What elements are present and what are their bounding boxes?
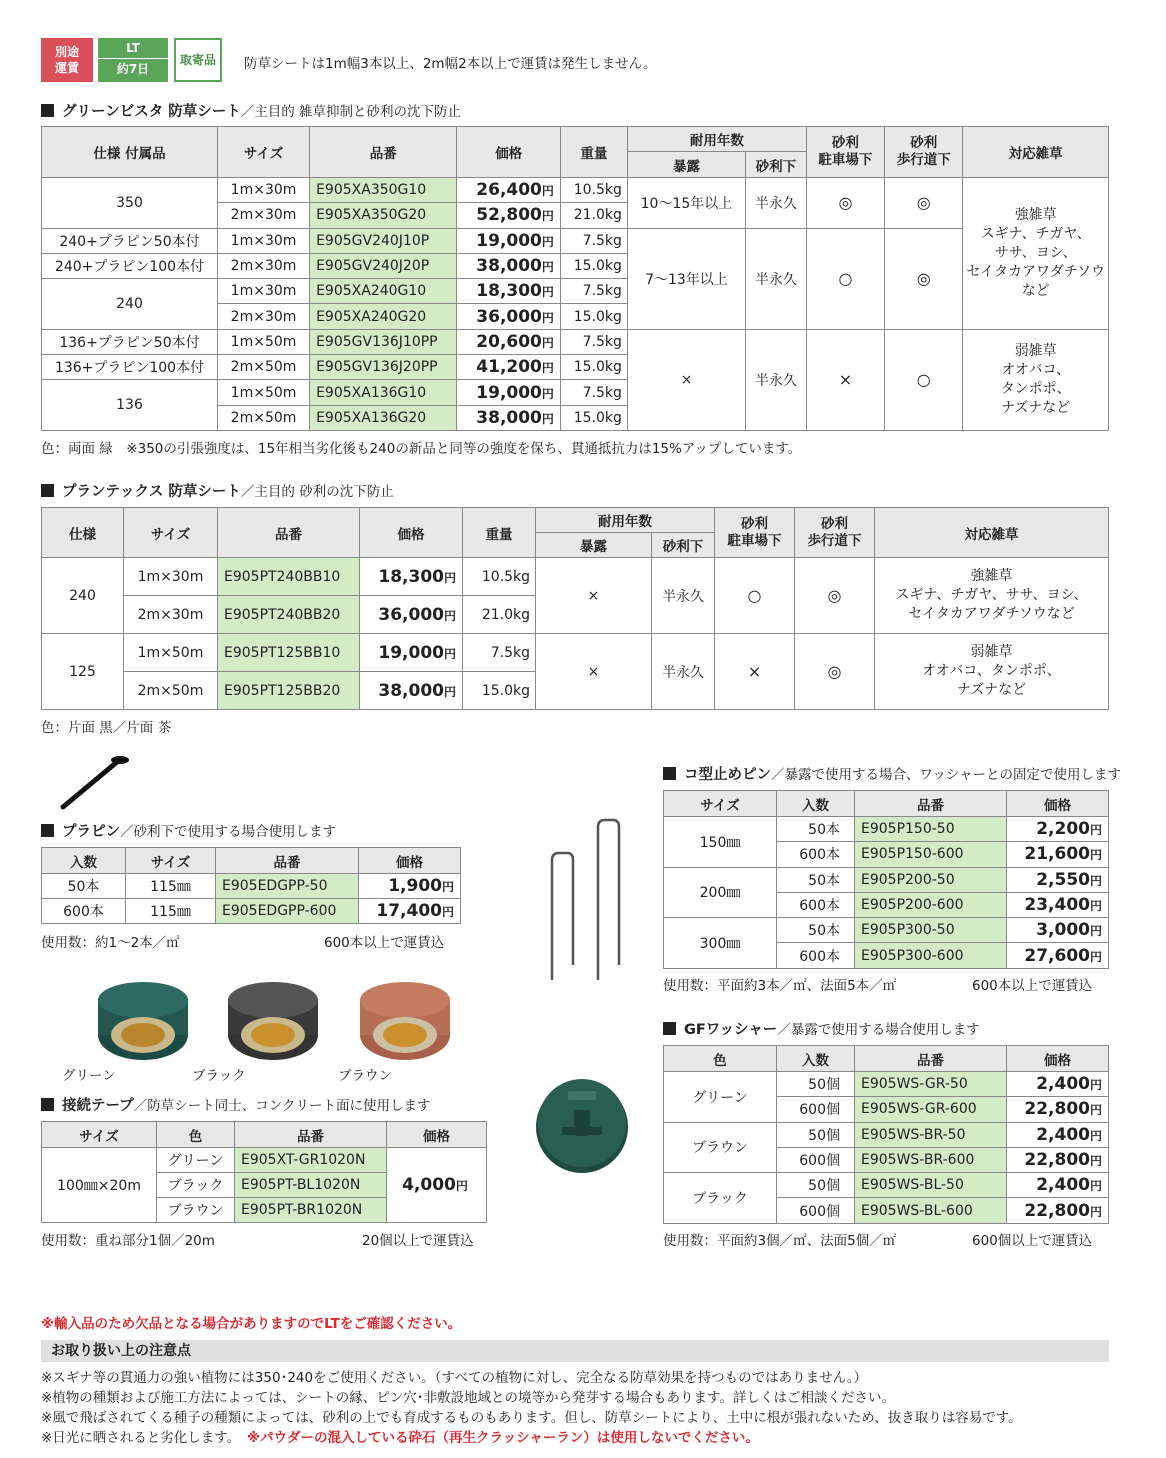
tape-black-illustration — [218, 980, 328, 1065]
price-cell: 22,800円 — [1007, 1198, 1109, 1223]
size-cell: 1m×30m — [218, 228, 310, 253]
code-cell: E905WS-GR-600 — [855, 1097, 1007, 1122]
header-gravel-walkway: 砂利 歩行道下 — [885, 127, 963, 178]
gravel-walkway-cell: ◎ — [795, 558, 875, 634]
color-cell: ブラウン — [157, 1198, 235, 1223]
size-cell: 115㎜ — [126, 874, 216, 899]
code-cell: E905XA240G10 — [310, 279, 457, 304]
table-row — [664, 1173, 1109, 1198]
qty-cell: 50本 — [777, 817, 855, 842]
exposed-cell: 10～15年以上 — [627, 178, 745, 229]
tape-note-usage: 使用数：重ね部分1個／20m — [41, 1233, 215, 1249]
code-cell: E905PT-BR1020N — [235, 1198, 387, 1223]
table-row — [42, 558, 1109, 596]
header-2: 品番 — [216, 848, 359, 874]
header-1: 色 — [157, 1122, 235, 1148]
price-cell: 36,000円 — [360, 596, 463, 634]
header-exposed: 暴露 — [627, 152, 745, 178]
spec-cell: 136+プラピン100本付 — [42, 355, 218, 380]
weeds-cell: 強雑草 スギナ、チガヤ、ササ、ヨシ、 セイタカアワダチソウなど — [875, 558, 1109, 634]
price-cell: 19,000円 — [457, 228, 560, 253]
size-cell: 1m×30m — [218, 178, 310, 203]
qty-cell: 600本 — [777, 892, 855, 917]
size-cell: 2m×30m — [124, 596, 218, 634]
spec-cell: 240+プラピン100本付 — [42, 253, 218, 278]
size-cell: 1m×30m — [218, 279, 310, 304]
gravel-parking-cell: × — [806, 329, 884, 430]
plantex-note: 色：片面 黒／片面 茶 — [41, 720, 172, 736]
size-cell: 2m×50m — [124, 672, 218, 710]
staple-note-usage: 使用数：平面約3本／㎡、法面5本／㎡ — [663, 978, 897, 994]
qty-cell: 600本 — [42, 899, 126, 924]
code-cell: E905PT240BB10 — [218, 558, 360, 596]
green-vista-note: 色：両面 緑 ※350の引張強度は、15年相当劣化後も240の新品と同等の強度を保ち、貫通抵抗力は15%アップしています。 — [41, 441, 802, 457]
import-note: ※輸入品のため欠品となる場合がありますのでLTをご確認ください。 — [41, 1316, 462, 1332]
price-cell: 38,000円 — [457, 405, 560, 430]
tape-color-black-label: ブラック — [192, 1068, 246, 1084]
price-cell: 19,000円 — [457, 380, 560, 405]
table-row — [42, 1148, 487, 1173]
price-cell: 21,600円 — [1007, 842, 1109, 867]
weight-cell: 15.0kg — [463, 672, 536, 710]
code-cell: E905GV136J10PP — [310, 329, 457, 354]
gravel-parking-cell: ◎ — [806, 178, 884, 229]
qty-cell: 50本 — [42, 874, 126, 899]
header-3: 価格 — [359, 848, 461, 874]
under-gravel-cell: 半永久 — [745, 329, 806, 430]
color-cell: ブラック — [664, 1173, 777, 1224]
size-cell: 115㎜ — [126, 899, 216, 924]
header-gravel-parking: 砂利 駐車場下 — [806, 127, 884, 178]
weight-cell: 15.0kg — [560, 355, 627, 380]
weight-cell: 21.0kg — [560, 203, 627, 228]
header-durability: 耐用年数 — [627, 127, 806, 152]
qty-cell: 600本 — [777, 842, 855, 867]
under-gravel-cell: 半永久 — [745, 178, 806, 229]
qty-cell: 600個 — [777, 1198, 855, 1223]
color-cell: ブラウン — [664, 1122, 777, 1173]
exposed-cell: × — [627, 329, 745, 430]
code-cell: E905EDGPP-600 — [216, 899, 359, 924]
header-2: 品番 — [855, 1046, 1007, 1072]
price-cell: 18,300円 — [360, 558, 463, 596]
spec-cell: 240+プラピン50本付 — [42, 228, 218, 253]
code-cell: E905GV136J20PP — [310, 355, 457, 380]
spec-cell: 136 — [42, 380, 218, 431]
washer-title: GFワッシャー／暴露で使用する場合使用します — [663, 1018, 980, 1039]
price-cell: 1,900円 — [359, 874, 461, 899]
code-cell: E905XA136G10 — [310, 380, 457, 405]
table-row — [42, 874, 461, 899]
size-cell: 2m×50m — [218, 355, 310, 380]
table-row — [42, 178, 1109, 203]
green-vista-title: グリーンビスタ 防草シート／主目的 雑草抑制と砂利の沈下防止 — [41, 100, 461, 121]
size-cell: 100㎜×20m — [42, 1148, 157, 1223]
weight-cell: 7.5kg — [463, 634, 536, 672]
plapin-title: プラピン／砂利下で使用する場合使用します — [41, 820, 336, 841]
code-cell: E905XT-GR1020N — [235, 1148, 387, 1173]
price-cell: 36,000円 — [457, 304, 560, 329]
code-cell: E905WS-BL-50 — [855, 1173, 1007, 1198]
color-cell: ブラック — [157, 1173, 235, 1198]
size-cell: 1m×30m — [124, 558, 218, 596]
weight-cell: 7.5kg — [560, 329, 627, 354]
code-cell: E905XA350G10 — [310, 178, 457, 203]
header-durability: 耐用年数 — [536, 508, 715, 533]
spec-cell: 136+プラピン50本付 — [42, 329, 218, 354]
price-cell: 23,400円 — [1007, 892, 1109, 917]
color-cell: グリーン — [157, 1148, 235, 1173]
price-cell: 2,400円 — [1007, 1173, 1109, 1198]
code-cell: E905P200-50 — [855, 867, 1007, 892]
qty-cell: 50本 — [777, 918, 855, 943]
price-cell: 52,800円 — [457, 203, 560, 228]
tape-note-shipping: 20個以上で運賃込 — [362, 1233, 474, 1249]
gravel-walkway-cell: ◎ — [885, 228, 963, 329]
header-gravel-walkway: 砂利 歩行道下 — [795, 508, 875, 558]
exposed-cell: × — [536, 558, 652, 634]
spec-cell: 350 — [42, 178, 218, 229]
header-exposed: 暴露 — [536, 533, 652, 558]
price-cell: 3,000円 — [1007, 918, 1109, 943]
code-cell: E905PT-BL1020N — [235, 1173, 387, 1198]
tape-color-brown-label: ブラウン — [338, 1068, 392, 1084]
caution-line-2: ※植物の種類および施工方法によっては、シートの縁、ピン穴･非敷設地域との境等から発芽する場合もあります。詳しくはご相談ください。 — [41, 1390, 895, 1406]
caution-line-4: ※日光に晒されると劣化します。 ※パウダーの混入している砕石（再生クラッシャーラン）は使用しないでください。 — [41, 1430, 759, 1446]
exposed-cell: 7～13年以上 — [627, 228, 745, 329]
size-cell: 200㎜ — [664, 867, 777, 918]
washer-note-usage: 使用数：平面約3個／㎡、法面5個／㎡ — [663, 1233, 897, 1249]
header-0: サイズ — [42, 1122, 157, 1148]
weight-cell: 7.5kg — [560, 279, 627, 304]
price-cell: 27,600円 — [1007, 943, 1109, 968]
lt-days: 約7日 — [116, 62, 150, 76]
header-1: 入数 — [777, 1046, 855, 1072]
weeds-cell: 弱雑草 オオバコ、 タンポポ、 ナズナなど — [963, 329, 1109, 430]
gravel-walkway-cell: ◎ — [885, 178, 963, 229]
qty-cell: 50個 — [777, 1122, 855, 1147]
header-1: 入数 — [777, 791, 855, 817]
header-weeds: 対応雑草 — [963, 127, 1109, 178]
header-spec: 仕様 付属品 — [42, 127, 218, 178]
spec-cell: 125 — [42, 634, 124, 710]
under-gravel-cell: 半永久 — [745, 228, 806, 329]
gravel-walkway-cell: ◎ — [795, 634, 875, 710]
code-cell: E905PT125BB10 — [218, 634, 360, 672]
plapin-note-usage: 使用数：約1～2本／㎡ — [41, 935, 180, 951]
lead-time-badge — [98, 38, 168, 82]
shipping-note: 防草シートは1m幅3本以上、2m幅2本以上で運賃は発生しません。 — [244, 56, 657, 72]
table-row — [664, 1072, 1109, 1097]
header-weight: 重量 — [463, 508, 536, 558]
size-cell: 1m×50m — [218, 380, 310, 405]
gravel-parking-cell: × — [715, 634, 795, 710]
header-under-gravel: 砂利下 — [745, 152, 806, 178]
washer-note-shipping: 600個以上で運賃込 — [972, 1233, 1093, 1249]
table-row — [42, 634, 1109, 672]
size-cell: 2m×30m — [218, 253, 310, 278]
price-cell: 2,400円 — [1007, 1072, 1109, 1097]
code-cell: E905EDGPP-50 — [216, 874, 359, 899]
code-cell: E905GV240J20P — [310, 253, 457, 278]
code-cell: E905P300-600 — [855, 943, 1007, 968]
size-cell: 2m×30m — [218, 304, 310, 329]
header-2: 品番 — [235, 1122, 387, 1148]
price-cell: 26,400円 — [457, 178, 560, 203]
plapin-table — [41, 847, 461, 924]
code-cell: E905WS-BL-600 — [855, 1198, 1007, 1223]
size-cell: 2m×50m — [218, 405, 310, 430]
tape-title: 接続テープ／防草シート同士、コンクリート面に使用します — [41, 1094, 431, 1115]
under-gravel-cell: 半永久 — [652, 558, 715, 634]
plantex-table — [41, 507, 1109, 710]
weight-cell: 7.5kg — [560, 228, 627, 253]
table-row — [664, 1122, 1109, 1147]
plapin-note-shipping: 600本以上で運賃込 — [324, 935, 445, 951]
spec-cell: 240 — [42, 558, 124, 634]
price-cell: 2,200円 — [1007, 817, 1109, 842]
under-gravel-cell: 半永久 — [652, 634, 715, 710]
header-code: 品番 — [218, 508, 360, 558]
size-cell: 1m×50m — [218, 329, 310, 354]
lt-label: LT — [98, 38, 168, 59]
staple-title: コ型止めピン／暴露で使用する場合、ワッシャーとの固定で使用します — [663, 763, 1121, 784]
header-spec: 仕様 — [42, 508, 124, 558]
header-0: 入数 — [42, 848, 126, 874]
header-weeds: 対応雑草 — [875, 508, 1109, 558]
gravel-parking-cell: ○ — [806, 228, 884, 329]
weight-cell: 7.5kg — [560, 380, 627, 405]
staple-table — [663, 790, 1109, 969]
price-cell: 20,600円 — [457, 329, 560, 354]
weight-cell: 21.0kg — [463, 596, 536, 634]
table-row — [664, 918, 1109, 943]
weight-cell: 15.0kg — [560, 405, 627, 430]
plantex-title: プランテックス 防草シート／主目的 砂利の沈下防止 — [41, 480, 394, 501]
header-3: 価格 — [1007, 791, 1109, 817]
caution-line-1: ※スギナ等の貫通力の強い植物には350･240をご使用ください。（すべての植物に対し、完全なる防草効果を持つものではありません。） — [41, 1370, 868, 1386]
code-cell: E905WS-BR-600 — [855, 1147, 1007, 1172]
code-cell: E905P200-600 — [855, 892, 1007, 917]
qty-cell: 50本 — [777, 867, 855, 892]
size-cell: 300㎜ — [664, 918, 777, 969]
code-cell: E905P150-600 — [855, 842, 1007, 867]
price-cell: 41,200円 — [457, 355, 560, 380]
separate-shipping-badge: 別途 運賃 — [41, 38, 93, 82]
header-under-gravel: 砂利下 — [652, 533, 715, 558]
header-0: サイズ — [664, 791, 777, 817]
header-weight: 重量 — [560, 127, 627, 178]
code-cell: E905P150-50 — [855, 817, 1007, 842]
plapin-illustration — [55, 752, 135, 812]
caution-title: お取り扱い上の注意点 — [41, 1340, 1109, 1362]
size-cell: 150㎜ — [664, 817, 777, 868]
qty-cell: 50個 — [777, 1173, 855, 1198]
qty-cell: 600本 — [777, 943, 855, 968]
weight-cell: 15.0kg — [560, 304, 627, 329]
header-price: 価格 — [360, 508, 463, 558]
price-cell: 4,000円 — [387, 1148, 487, 1223]
green-vista-table — [41, 126, 1109, 431]
weeds-cell: 弱雑草 オオバコ、タンポポ、 ナズナなど — [875, 634, 1109, 710]
code-cell: E905PT240BB20 — [218, 596, 360, 634]
table-row — [42, 899, 461, 924]
header-0: 色 — [664, 1046, 777, 1072]
header-size: サイズ — [218, 127, 310, 178]
header-code: 品番 — [310, 127, 457, 178]
code-cell: E905GV240J10P — [310, 228, 457, 253]
size-cell: 1m×50m — [124, 634, 218, 672]
price-cell: 22,800円 — [1007, 1097, 1109, 1122]
color-cell: グリーン — [664, 1072, 777, 1123]
header-3: 価格 — [1007, 1046, 1109, 1072]
spec-cell: 240 — [42, 279, 218, 330]
price-cell: 22,800円 — [1007, 1147, 1109, 1172]
price-cell: 18,300円 — [457, 279, 560, 304]
washer-illustration — [532, 1075, 632, 1175]
price-cell: 2,550円 — [1007, 867, 1109, 892]
header-size: サイズ — [124, 508, 218, 558]
tape-table — [41, 1121, 487, 1223]
tape-green-illustration — [88, 980, 198, 1065]
code-cell: E905XA240G20 — [310, 304, 457, 329]
table-row — [664, 817, 1109, 842]
code-cell: E905WS-BR-50 — [855, 1122, 1007, 1147]
staple-note-shipping: 600本以上で運賃込 — [972, 978, 1093, 994]
size-cell: 2m×30m — [218, 203, 310, 228]
qty-cell: 50個 — [777, 1072, 855, 1097]
washer-table — [663, 1045, 1109, 1224]
header-price: 価格 — [457, 127, 560, 178]
header-2: 品番 — [855, 791, 1007, 817]
tape-color-green-label: グリーン — [62, 1068, 116, 1084]
price-cell: 38,000円 — [360, 672, 463, 710]
staple-pin-illustration — [540, 815, 630, 985]
table-row — [664, 867, 1109, 892]
weight-cell: 15.0kg — [560, 253, 627, 278]
code-cell: E905PT125BB20 — [218, 672, 360, 710]
header-3: 価格 — [387, 1122, 487, 1148]
code-cell: E905WS-GR-50 — [855, 1072, 1007, 1097]
tape-brown-illustration — [350, 980, 460, 1065]
code-cell: E905P300-50 — [855, 918, 1007, 943]
exposed-cell: × — [536, 634, 652, 710]
order-item-badge: 取寄品 — [174, 38, 222, 82]
caution-line-3: ※風で飛ばされてくる種子の種類によっては、砂利の上でも育成するものもあります。但し、防草シートにより、土中に根が張れないため、抜き取りは容易です。 — [41, 1410, 1022, 1426]
header-gravel-parking: 砂利 駐車場下 — [715, 508, 795, 558]
weight-cell: 10.5kg — [560, 178, 627, 203]
weight-cell: 10.5kg — [463, 558, 536, 596]
price-cell: 38,000円 — [457, 253, 560, 278]
price-cell: 17,400円 — [359, 899, 461, 924]
gravel-parking-cell: ○ — [715, 558, 795, 634]
gravel-walkway-cell: ○ — [885, 329, 963, 430]
header-1: サイズ — [126, 848, 216, 874]
qty-cell: 600個 — [777, 1097, 855, 1122]
code-cell: E905XA350G20 — [310, 203, 457, 228]
price-cell: 19,000円 — [360, 634, 463, 672]
weeds-cell: 強雑草 スギナ、チガヤ、 ササ、ヨシ、 セイタカアワダチソウ など — [963, 178, 1109, 330]
table-row — [42, 329, 1109, 354]
price-cell: 2,400円 — [1007, 1122, 1109, 1147]
code-cell: E905XA136G20 — [310, 405, 457, 430]
qty-cell: 600個 — [777, 1147, 855, 1172]
table-row — [42, 228, 1109, 253]
